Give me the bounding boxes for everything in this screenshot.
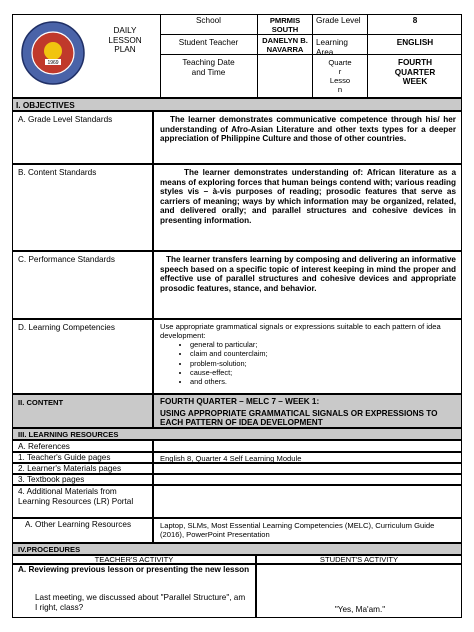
content-line-2: USING APPROPRIATE GRAMMATICAL SIGNALS OR EXPRESSIONS TO EACH PATTERN OF IDEA DEVELOPMENT [160, 408, 438, 428]
teacher-value [258, 36, 312, 54]
references-value [153, 440, 462, 452]
resources-heading: III. LEARNING RESOURCES [12, 428, 462, 440]
textbook-pages-label: 3. Textbook pages [12, 474, 153, 485]
objective-b-label: B. Content Standards [12, 164, 153, 251]
school-label: School [195, 16, 222, 25]
student-activity-header: STUDENT'S ACTIVITY [256, 555, 462, 564]
objective-d-text: Use appropriate grammatical signals or expressions suitable to each pattern of idea development: [160, 322, 441, 340]
objective-c-text: The learner transfers learning by composing and delivering an informative speech based on a specific topic of interest keeping in mind the proper and effective use of parallel structures and cohesive devices and appropriate prosodic features, stance, and behavior. [153, 251, 462, 319]
list-item: • general to particular; [190, 340, 456, 349]
plan-title-line: LESSON [108, 35, 142, 45]
tg-pages-value: English 8, Quarter 4 Self Learning Module [153, 452, 462, 463]
student-line: "Yes, Ma'am." [334, 605, 386, 614]
content-line-1: FOURTH QUARTER – MELC 7 – WEEK 1: [160, 397, 320, 406]
objective-a-label: A. Grade Level Standards [12, 111, 153, 164]
school-seal [20, 20, 86, 86]
lr-portal-value [153, 485, 462, 518]
date-label-line: Teaching Date [182, 58, 235, 67]
quarter-value-line: QUARTER [394, 67, 436, 77]
teacher-activity-header: TEACHER'S ACTIVITY [12, 555, 256, 564]
lr-portal-label: 4. Additional Materials from Learning Resources (LR) Portal [12, 485, 153, 518]
objective-c-label: C. Performance Standards [12, 251, 153, 319]
list-item: • claim and counterclaim; [190, 349, 456, 358]
objective-a-text: The learner demonstrates communicative competence through his/ her understanding of Afro-Asian Literature and other texts types for a deeper appreciation of Philippine Culture and those of other countries. [153, 111, 462, 164]
quarter-value [368, 58, 462, 87]
list-item: • cause-effect; [190, 368, 456, 377]
tg-pages-label: 1. Teacher's Guide pages [12, 452, 153, 463]
objective-d-label: D. Learning Competencies [12, 319, 153, 394]
area-value: ENGLISH [396, 38, 434, 47]
procedure-a-label: A. Reviewing previous lesson or presenting the new lesson [18, 565, 250, 574]
references-label: A. References [12, 440, 153, 452]
school-value-line: PMRMIS [269, 16, 301, 25]
quarter-label-line: r [338, 67, 342, 76]
list-item: • and others. [190, 377, 456, 386]
lesson-plan-page [12, 14, 462, 618]
plan-title [90, 26, 160, 55]
lm-pages-value [153, 463, 462, 474]
teacher-activity-cell [12, 564, 256, 618]
quarter-label-line: n [337, 85, 343, 94]
procedures-heading: IV.PROCEDURES [12, 543, 462, 555]
objective-d-cell [153, 319, 462, 394]
competency-list [160, 340, 456, 386]
student-activity-cell [256, 564, 462, 618]
grade-value: 8 [412, 16, 418, 25]
seal-year: 1969 [47, 60, 59, 66]
plan-title-line: DAILY [113, 26, 137, 35]
lm-pages-label: 2. Learner's Materials pages [12, 463, 153, 474]
other-resources-label: A. Other Learning Resources [12, 518, 153, 543]
quarter-label-line: Quarte [328, 58, 352, 67]
teacher-line: Last meeting, we discussed about "Parallel Structure", am I right, class? [35, 593, 246, 612]
date-label [162, 58, 255, 77]
quarter-value-line: WEEK [402, 77, 428, 87]
quarter-label [314, 58, 366, 94]
school-value-line: SOUTH [271, 25, 299, 34]
objective-b-text: The learner demonstrates understanding of: African literature as a means of exploring forces that human beings contend with; various reading styles vis – à-vis purposes of reading; prosodic features that serve as carriers of meaning; ways by which information may be organized, related, and delivered orally; and parallel structures and cohesive devices in presenting information. [153, 164, 462, 251]
textbook-pages-value [153, 474, 462, 485]
content-heading: II. CONTENT [12, 394, 153, 428]
teacher-value-line: NAVARRA [266, 45, 304, 54]
teacher-value-line: DANELYN B. [262, 36, 308, 45]
school-value [258, 16, 312, 34]
other-resources-value: Laptop, SLMs, Most Essential Learning Competencies (MELC), Curriculum Guide (2016), PowerPoint Presentation [153, 518, 462, 543]
quarter-label-line: Lesso [329, 76, 351, 85]
teacher-label: Student Teacher [178, 38, 239, 47]
list-item: • problem-solution; [190, 359, 456, 368]
quarter-value-line: FOURTH [397, 58, 433, 67]
area-label: Learning Area [316, 38, 348, 57]
date-label-line: and Time [191, 67, 226, 77]
grade-label: Grade Level [316, 16, 361, 25]
content-cell [153, 394, 462, 428]
plan-title-line: PLAN [114, 45, 136, 55]
objectives-heading: I. OBJECTIVES [12, 98, 462, 111]
seal-emblem [44, 42, 62, 60]
